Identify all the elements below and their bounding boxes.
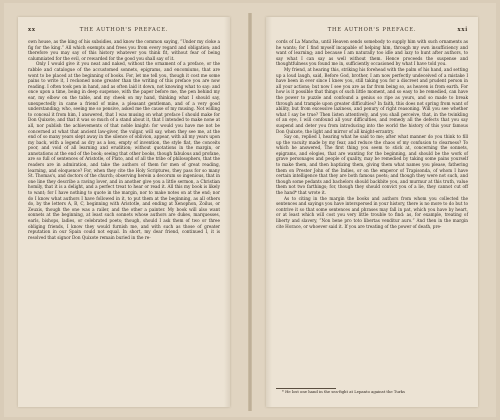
paragraph: Only I would give it you neat and naked, without the ornament of a preface, or the rabble and catalogue of the accustomed sonnets, epigrams, and encomiums, that are wont to be placed at the beginning of books. For, let me tell you, though it cost me some pains to write it, I reckoned none greater than the writing of this preface you are now reading. I often took pen in hand, and as often laid it down, not knowing what to say: and once upon a time, being in deep suspense, with the paper before me, the pen behind my ear, my elbow on the table, and my cheek on my hand, thinking what I should say, unexpectedly in came a friend of mine, a pleasant gentleman, and of a very good understanding; who, seeing me so pensive, asked me the cause of my musing. Not willing to conceal it from him, I answered, that I was musing on what preface I should make for Don Quixote, and that it was so much of a stand about it, that I intended to make none at all, nor publish the achievements of that noble knight: for would you have me not be concerned at what that ancient law-giver, the vulgar, will say, when they see me, at the end of so many years slept away in the silence of oblivion, appear, with all my years upon my back, with a legend as dry as a kex, empty of invention, the style flat, the conceits poor, and void of all learning and erudition; without quotations in the margin, or annotations at the end of the book; seeing that other books, though fabulous and profane, are so full of sentences of Aristotle, of Plato, and of all the tribe of philosophers, that the readers are in admiration, and take the authors of them for men of great reading, learning, and eloquence? For, when they cite the Holy Scriptures, they pass for so many St. Thomas's, and doctors of the church; observing herein a decorum so ingenious, that in one line they describe a raving lover, and in another give you a little sermon, a Christian homily, that it is a delight, and a perfect treat to hear or read it. All this my book is likely to want; for I have nothing to quote in the margin, nor to make notes on at the end; nor do I know what authors I have followed in it, to put them at the beginning, as all others do, by the letters A, B, C, beginning with Aristotle, and ending at Xenophon, Zoilus, or Zeuxis, though the one was a railer, and the other a painter. My book will also want sonnets at the beginning, at least such sonnets whose authors are dukes, marquesses, earls, bishops, ladies, or celebrated poets; though, should I ask them of two or three obliging friends, I know they would furnish me, and with such as those of greater reputation in our Spain could not equal. In short, my dear friend, continued I, it is resolved that signor Don Quixote remain buried in the re- — [28, 61, 220, 240]
left-page — [18, 17, 230, 407]
paragraph: Say on, replied I, hearing what he said to me; after what manner do you think to fill up the vacuity made by my fear, and reduce the chaos of my confusion to clearness? To which he answered, The first thing you seem to stick at, concerning the sonnets, epigrams, and elogies, that are wanting for the beginning, and should be the work of grave personages and people of quality, may be remedied by taking some pains yourself to make them, and then baptizing them, giving them what names you please, fathering them on Prester John of the Indies, or on the emperor of Trapisonda, of whom I have certain intelligence that they are both famous poets; and though they were not such, and though some pedants and bachelors should backbite you, and murmur at this truth, value them not two farthings; for, though they should convict you of a lie, they cannot cut off the hand* that wrote it. — [276, 134, 468, 196]
paragraph: As to citing in the margin the books and authors from whom you collected the sentences and sayings you have interspersed in your history, there is no more to do but to contrive it so that some sentences and phrases may fall in pat, which you have by heart, or at least which will cost you very little trouble to find: as, for example, treating of liberty and slavery, “Non bene pro toto libertas venditur auro.” And then in the margin cite Horace, or whoever said it. If you are treating of the power of death, pre- — [276, 195, 468, 229]
running-title: THE AUTHOR'S PREFACE. — [327, 27, 417, 33]
fold-shadow — [224, 17, 230, 407]
footnote: * He lost one hand in the sea-fight at Lepanto against the Turks — [282, 389, 405, 395]
right-page — [266, 17, 478, 407]
paragraph: cords of La Mancha, until Heaven sends somebody to supply him with such ornaments as he wants; for I find myself incapable of helping him, through my own insufficiency and want of learning; and because I am naturally too idle and lazy to hunt after authors, to say what I can say as well without them. Hence proceeds the suspense and thoughtfulness you found me in, sufficiently occasioned by what I have told you. — [276, 39, 468, 67]
paragraph: My friend, at hearing this, striking his forehead with the palm of his hand, and setting up a loud laugh, said, Before God, brother, I am now perfectly undeceived of a mistake I have been in ever since I knew you, still taking you for a discreet and prudent person in all your actions; but now I see you are as far from being so, as heaven is from earth. For how is it possible that things of such little moment, and so easy to be remedied, can have the power to puzzle and confound a genius so ripe as yours, and so made to break through and trample upon greater difficulties? In faith, this does not spring from want of ability, but from excessive laziness, and penury of right reasoning. Will you see whether what I say be true? Then listen attentively, and you shall perceive, that, in the twinkling of an eye, I will confound all your difficulties, and remedy all the defects that you say suspend and deter you from introducing into the world the history of this your famous Don Quixote, the light and mirror of all knight-errantry. — [276, 66, 468, 134]
page-number: xx — [28, 27, 36, 33]
fold-shadow — [266, 17, 272, 407]
running-head-left — [28, 27, 220, 36]
paragraph: own house, as the king of his subsidies, and know the common saying, “Under my cloke a fig for the king.” All which exempts and frees you from every regard and obligation; and therefore you may say of this history whatever you think fit, without fear of being calumniated for the evil, or rewarded for the good you shall say of it. — [28, 39, 220, 61]
page-body-right — [276, 39, 468, 385]
book-gutter — [248, 13, 252, 411]
running-head-right — [276, 27, 468, 36]
book-spread — [4, 3, 496, 417]
page-body-left — [28, 39, 220, 397]
page-number: xxi — [457, 27, 468, 33]
running-title: THE AUTHOR'S PREFACE. — [79, 27, 169, 33]
